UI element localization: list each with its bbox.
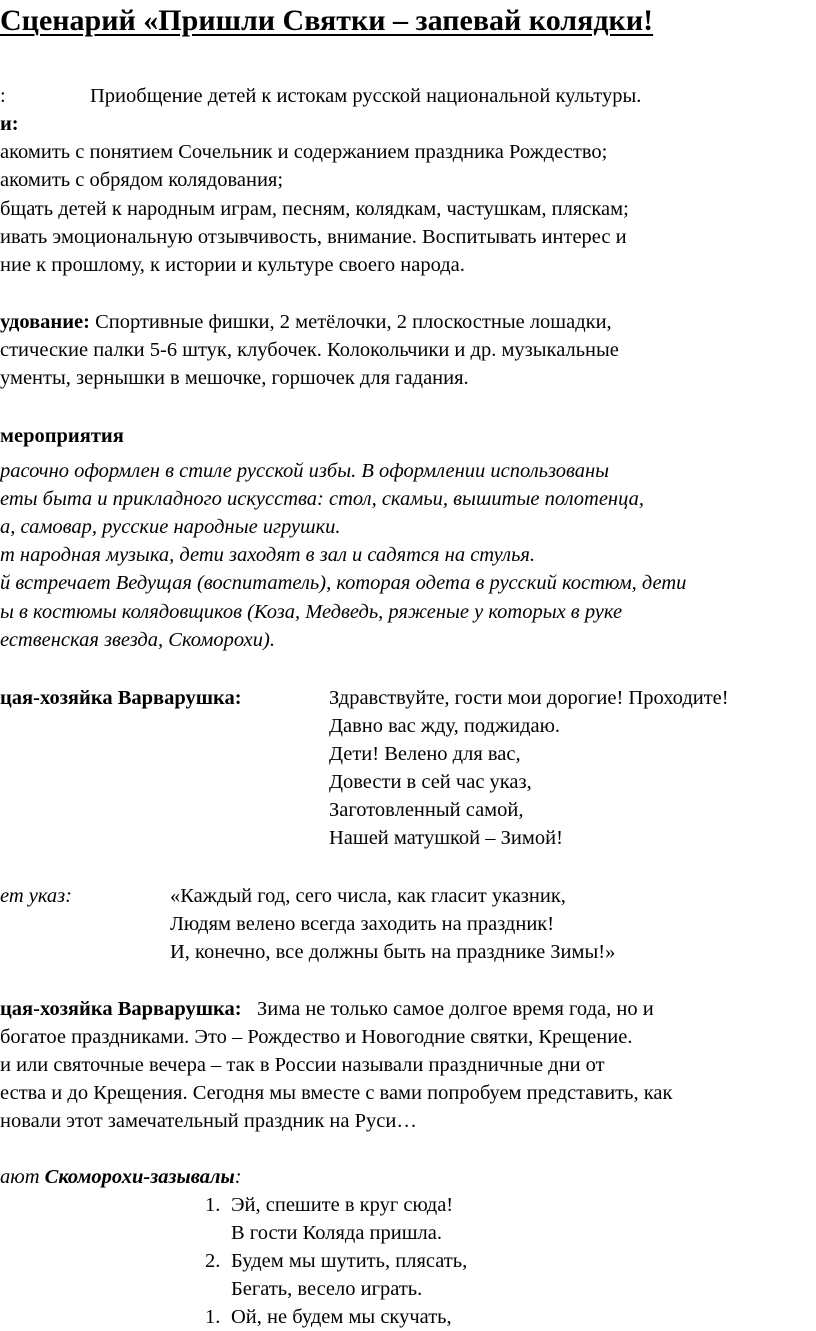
jesters-name: Скоморохи-зазывалы — [44, 1166, 235, 1188]
verse-line: В гости Коляда пришла. — [231, 1222, 442, 1244]
jesters-intro-suffix: : — [234, 1166, 242, 1188]
speech-line: Довести в сей час указ, — [329, 771, 532, 793]
jesters-intro-prefix: ают — [0, 1166, 45, 1188]
decree-label: ет указ: — [0, 885, 73, 907]
equipment-line: ументы, зернышки в мешочке, горшочек для гадания. — [0, 367, 469, 389]
goal-label: : — [0, 85, 6, 107]
speech-line: Давно вас жду, поджидаю. — [329, 715, 561, 737]
goal-text: Приобщение детей к истокам русской национальной культуры. — [90, 85, 642, 107]
verse-line: Эй, спешите в круг сюда! — [231, 1194, 454, 1216]
jesters-intro — [0, 1165, 242, 1190]
page-title: Сценарий «Пришли Святки – запевай колядки! — [0, 4, 654, 37]
equipment-label: удование: — [0, 311, 90, 333]
verse-line: Ой, не будем мы скучать, — [231, 1306, 452, 1328]
speech-line: и или святочные вечера – так в России называли праздничные дни от — [0, 1054, 605, 1076]
verse-line: Будем мы шутить, плясать, — [231, 1250, 468, 1272]
verse-number: 1. — [205, 1194, 221, 1216]
scene-line: ественская звезда, Скоморохи). — [0, 629, 275, 651]
task-line: акомить с обрядом колядования; — [0, 169, 284, 191]
speech-line: ества и до Крещения. Сегодня мы вместе с вами попробуем представить, как — [0, 1082, 673, 1104]
speech-line: новали этот замечательный праздник на Руси… — [0, 1110, 417, 1132]
task-line: ивать эмоциональную отзывчивость, внимание. Воспитывать интерес и — [0, 226, 627, 248]
speech-line: Зима не только самое долгое время года, но и — [241, 998, 654, 1020]
speech-line: Дети! Велено для вас, — [329, 743, 521, 765]
scene-line: й встречает Ведущая (воспитатель), которая одета в русский костюм, дети — [0, 572, 687, 594]
speech-2-first-line — [0, 997, 654, 1022]
scene-line: ы в костюмы колядовщиков (Коза, Медведь, ряженые у которых в руке — [0, 601, 623, 623]
equipment-text: Спортивные фишки, 2 метёлочки, 2 плоскостные лошадки, — [89, 311, 612, 333]
equipment-line: стические палки 5-6 штук, клубочек. Колокольчики и др. музыкальные — [0, 339, 619, 361]
scene-line: т народная музыка, дети заходят в зал и садятся на стулья. — [0, 544, 536, 566]
speaker-label: цая-хозяйка Варварушка: — [0, 687, 242, 709]
speech-line: богатое праздниками. Это – Рождество и Новогодние святки, Крещение. — [0, 1026, 633, 1048]
scene-line: расочно оформлен в стиле русской избы. В оформлении использованы — [0, 460, 610, 482]
verse-line: Бегать, весело играть. — [231, 1278, 423, 1300]
section-heading: мероприятия — [0, 425, 124, 447]
speech-line: Здравствуйте, гости мои дорогие! Проходите! — [329, 687, 729, 709]
scene-line: еты быта и прикладного искусства: стол, скамьи, вышитые полотенца, — [0, 488, 644, 510]
task-line: ние к прошлому, к истории и культуре своего народа. — [0, 254, 465, 276]
equipment-line-1 — [0, 310, 612, 335]
speech-line: Заготовленный самой, — [329, 799, 524, 821]
speaker-label: цая-хозяйка Варварушка: — [0, 998, 242, 1020]
verse-number: 1. — [205, 1306, 221, 1328]
decree-line: Людям велено всегда заходить на праздник! — [170, 913, 555, 935]
task-line: акомить с понятием Сочельник и содержанием праздника Рождество; — [0, 141, 608, 163]
speech-line: Нашей матушкой – Зимой! — [329, 827, 563, 849]
decree-line: И, конечно, все должны быть на празднике Зимы!» — [170, 941, 616, 963]
tasks-label: и: — [0, 113, 19, 135]
verse-number: 2. — [205, 1250, 221, 1272]
task-line: бщать детей к народным играм, песням, колядкам, частушкам, пляскам; — [0, 198, 629, 220]
decree-line: «Каждый год, сего числа, как гласит указник, — [170, 885, 566, 907]
scene-line: а, самовар, русские народные игрушки. — [0, 516, 341, 538]
